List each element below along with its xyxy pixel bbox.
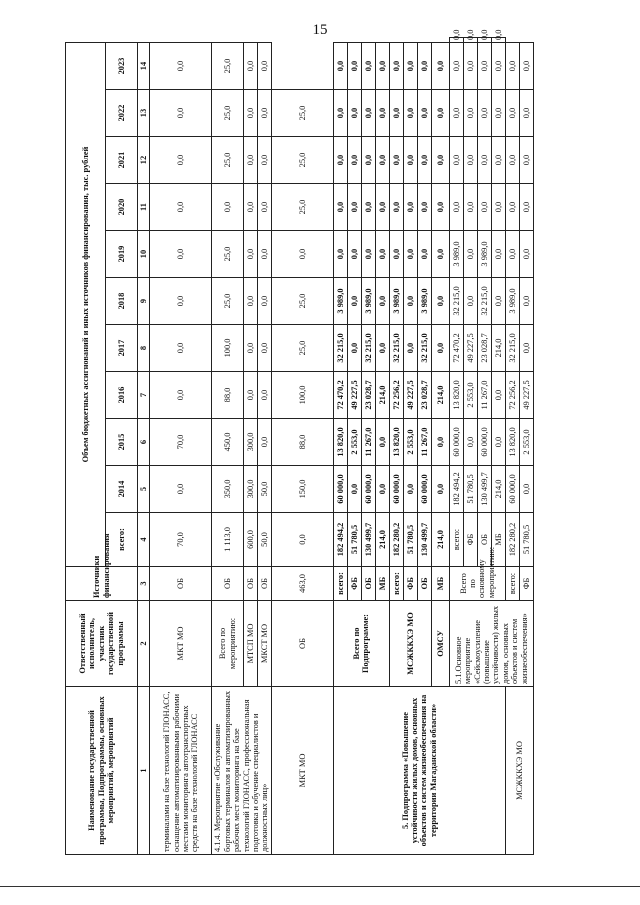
- row-value: 0,0: [505, 184, 519, 231]
- row-value: 0,0: [389, 43, 403, 90]
- row-source: ОБ: [244, 567, 258, 601]
- row-value: 1 113,0: [212, 513, 244, 567]
- row-source: всего:: [505, 567, 519, 601]
- row-value: 0,0: [347, 231, 361, 278]
- row-source: ФБ: [403, 567, 417, 601]
- row-value: 60 000,0: [477, 419, 491, 466]
- row-value: 0,0: [333, 43, 347, 90]
- row-value: 70,0: [150, 513, 212, 567]
- row-value: 0,0: [431, 278, 449, 325]
- row-value: 49 227,5: [519, 372, 533, 419]
- row-value: 25,0: [271, 90, 333, 137]
- row-value: 13 820,0: [449, 372, 463, 419]
- row-value: 0,0: [244, 372, 258, 419]
- column-number: 2: [138, 601, 150, 687]
- row-value: 0,0: [258, 325, 272, 372]
- row-responsible: МКСТ МО: [258, 601, 272, 687]
- row-value: 88,0: [271, 419, 333, 466]
- row-value: 0,0: [244, 137, 258, 184]
- row-value: 0,0: [403, 466, 417, 513]
- row-value: 0,0: [449, 90, 463, 137]
- header-year: 2021: [106, 137, 138, 184]
- row-value: 70,0: [150, 419, 212, 466]
- row-value: 0,0: [519, 231, 533, 278]
- row-value: 130 499,7: [477, 466, 491, 513]
- row-value: 72 470,2: [333, 372, 347, 419]
- row-value: 0,0: [463, 419, 477, 466]
- row-value: 214,0: [491, 325, 505, 372]
- row-value: 463,0: [271, 567, 333, 601]
- header-year: 2015: [106, 419, 138, 466]
- row-value: 50,0: [258, 513, 272, 567]
- row-value: 0,0: [417, 90, 431, 137]
- row-value: 0,0: [347, 184, 361, 231]
- table-row: [505, 38, 519, 855]
- row-value: 0,0: [463, 278, 477, 325]
- row-value: 0,0: [491, 137, 505, 184]
- row-source: всего:: [389, 567, 403, 601]
- row-value: 0,0: [403, 278, 417, 325]
- row-value: 11 267,0: [361, 419, 375, 466]
- row-value: 60 000,0: [449, 419, 463, 466]
- row-value: 49 227,5: [347, 372, 361, 419]
- row-value: 0,0: [150, 278, 212, 325]
- row-value: 13 820,0: [333, 419, 347, 466]
- row-value: 51 780,5: [463, 466, 477, 513]
- row-source: ФБ: [463, 513, 477, 567]
- row-value: 0,0: [271, 231, 333, 278]
- row-value: 0,0: [431, 466, 449, 513]
- row-value: 0,0: [375, 90, 389, 137]
- row-value: 300,0: [244, 419, 258, 466]
- row-value: 23 028,7: [417, 372, 431, 419]
- row-value: 0,0: [477, 43, 491, 90]
- row-value: 0,0: [375, 278, 389, 325]
- row-value: 25,0: [271, 137, 333, 184]
- row-value: 0,0: [519, 325, 533, 372]
- row-value: 0,0: [463, 137, 477, 184]
- header-name: Наименование государственной программы, Подпрограммы, основных мероприятий, мероприятий: [66, 687, 138, 855]
- row-responsible: Всего по Подпрограмме:: [333, 601, 389, 687]
- row-value: 0,0: [491, 184, 505, 231]
- row-value: 0,0: [375, 419, 389, 466]
- row-name: 5. Подпрограмма «Повышение устойчивости жилых домов, основных объектов и систем жизнеобеспечения на территории Магаданской области»: [333, 687, 505, 855]
- row-source: ОБ: [477, 513, 491, 567]
- column-number: 10: [138, 231, 150, 278]
- row-value: 0,0: [403, 90, 417, 137]
- row-value: 0,0: [258, 419, 272, 466]
- row-value: 0,0: [150, 137, 212, 184]
- row-value: 0,0: [258, 184, 272, 231]
- row-value: 32 215,0: [477, 278, 491, 325]
- row-value: 51 780,5: [403, 513, 417, 567]
- header-year: 2020: [106, 184, 138, 231]
- row-value: 0,0: [491, 38, 505, 43]
- row-value: 0,0: [403, 43, 417, 90]
- row-value: 0,0: [431, 90, 449, 137]
- funding-table: [65, 29, 534, 855]
- row-value: 0,0: [519, 43, 533, 90]
- row-value: 0,0: [431, 419, 449, 466]
- row-value: 88,0: [212, 372, 244, 419]
- row-value: 13 820,0: [389, 419, 403, 466]
- row-value: 0,0: [431, 231, 449, 278]
- row-responsible: МТСП МО: [244, 601, 258, 687]
- row-value: 0,0: [361, 184, 375, 231]
- row-value: 0,0: [150, 372, 212, 419]
- column-number: 5: [138, 466, 150, 513]
- table-row: [212, 38, 244, 855]
- row-value: 3 989,0: [417, 278, 431, 325]
- row-value: 25,0: [212, 137, 244, 184]
- row-value: 214,0: [375, 513, 389, 567]
- row-value: 182 494,2: [449, 466, 463, 513]
- row-value: 0,0: [347, 90, 361, 137]
- row-value: 3 989,0: [449, 231, 463, 278]
- row-value: 0,0: [505, 137, 519, 184]
- row-value: 214,0: [431, 513, 449, 567]
- row-value: 0,0: [417, 231, 431, 278]
- row-value: 0,0: [477, 90, 491, 137]
- row-value: 0,0: [347, 466, 361, 513]
- column-number: 7: [138, 372, 150, 419]
- row-value: 0,0: [244, 278, 258, 325]
- row-value: 0,0: [212, 184, 244, 231]
- row-value: 13 820,0: [505, 419, 519, 466]
- table-row: [333, 38, 347, 855]
- row-value: 0,0: [389, 90, 403, 137]
- row-value: 32 215,0: [505, 325, 519, 372]
- row-value: 0,0: [150, 90, 212, 137]
- row-source: всего:: [449, 513, 463, 567]
- header-year: 2018: [106, 278, 138, 325]
- column-number: 3: [138, 567, 150, 601]
- column-number: 11: [138, 184, 150, 231]
- column-number: 6: [138, 419, 150, 466]
- row-value: 0,0: [403, 184, 417, 231]
- row-responsible: Всего по мероприятию:: [212, 601, 244, 687]
- row-value: 0,0: [463, 43, 477, 90]
- row-value: 72 256,2: [505, 372, 519, 419]
- row-value: 150,0: [271, 466, 333, 513]
- column-number: 1: [138, 687, 150, 855]
- row-value: 100,0: [271, 372, 333, 419]
- rotated-table-container: [65, 29, 613, 855]
- row-value: 0,0: [258, 278, 272, 325]
- row-value: 0,0: [431, 184, 449, 231]
- row-value: 0,0: [361, 90, 375, 137]
- row-value: 25,0: [212, 90, 244, 137]
- row-value: 450,0: [212, 419, 244, 466]
- row-value: 49 227,5: [403, 372, 417, 419]
- row-value: 51 780,5: [347, 513, 361, 567]
- table-row: [271, 38, 333, 855]
- row-value: 0,0: [477, 38, 491, 43]
- column-number: 12: [138, 137, 150, 184]
- row-value: 3 989,0: [505, 278, 519, 325]
- row-value: 0,0: [333, 137, 347, 184]
- row-value: 60 000,0: [361, 466, 375, 513]
- header-total: всего:: [106, 513, 138, 567]
- row-value: 0,0: [347, 278, 361, 325]
- row-value: 60 000,0: [505, 466, 519, 513]
- row-source: всего:: [333, 567, 347, 601]
- row-value: 0,0: [375, 466, 389, 513]
- row-value: 0,0: [491, 278, 505, 325]
- row-value: 0,0: [347, 137, 361, 184]
- row-value: 11 267,0: [477, 372, 491, 419]
- header-responsible: Ответственный исполнитель, участник государственной программы: [66, 601, 138, 687]
- row-value: 0,0: [463, 38, 477, 43]
- row-value: 0,0: [505, 231, 519, 278]
- row-value: 0,0: [519, 184, 533, 231]
- row-value: 300,0: [244, 466, 258, 513]
- row-value: 23 028,7: [477, 325, 491, 372]
- row-value: 25,0: [212, 43, 244, 90]
- row-value: 60 000,0: [417, 466, 431, 513]
- row-value: 0,0: [258, 137, 272, 184]
- header-year: 2023: [106, 43, 138, 90]
- row-value: 0,0: [463, 184, 477, 231]
- row-value: 0,0: [417, 184, 431, 231]
- row-source: МБ: [431, 567, 449, 601]
- header-year: 2014: [106, 466, 138, 513]
- row-value: 2 553,0: [403, 419, 417, 466]
- row-value: 130 499,7: [417, 513, 431, 567]
- row-value: 72 470,2: [449, 325, 463, 372]
- row-value: 2 553,0: [347, 419, 361, 466]
- row-value: 0,0: [403, 137, 417, 184]
- row-value: 0,0: [417, 137, 431, 184]
- row-value: 0,0: [389, 184, 403, 231]
- header-year: 2016: [106, 372, 138, 419]
- row-value: 0,0: [375, 184, 389, 231]
- row-value: 0,0: [519, 90, 533, 137]
- row-value: 2 553,0: [519, 419, 533, 466]
- row-value: 0,0: [361, 231, 375, 278]
- row-value: 0,0: [258, 231, 272, 278]
- table-row: [150, 38, 212, 855]
- row-value: 0,0: [333, 231, 347, 278]
- row-value: 0,0: [244, 231, 258, 278]
- row-value: 0,0: [463, 90, 477, 137]
- row-value: 0,0: [505, 90, 519, 137]
- row-value: 11 267,0: [417, 419, 431, 466]
- row-value: 0,0: [258, 43, 272, 90]
- row-value: 0,0: [244, 184, 258, 231]
- row-value: 214,0: [375, 372, 389, 419]
- row-value: 0,0: [417, 43, 431, 90]
- row-value: 0,0: [333, 184, 347, 231]
- row-source: МБ: [491, 513, 505, 567]
- row-value: 0,0: [333, 90, 347, 137]
- row-value: 3 989,0: [361, 278, 375, 325]
- row-value: 32 215,0: [449, 278, 463, 325]
- row-value: 0,0: [477, 137, 491, 184]
- row-value: 51 780,5: [519, 513, 533, 567]
- header-year: 2022: [106, 90, 138, 137]
- row-value: 72 256,2: [389, 372, 403, 419]
- row-value: 0,0: [244, 325, 258, 372]
- row-responsible: Всего по основному мероприятию:: [449, 567, 505, 601]
- row-responsible: ОМСУ: [431, 601, 449, 687]
- row-source: ОБ: [271, 601, 333, 687]
- row-value: 0,0: [449, 137, 463, 184]
- row-value: 25,0: [271, 184, 333, 231]
- row-value: 0,0: [361, 43, 375, 90]
- row-value: 0,0: [431, 43, 449, 90]
- row-value: 600,0: [244, 513, 258, 567]
- row-value: 0,0: [150, 231, 212, 278]
- row-value: 0,0: [449, 43, 463, 90]
- column-number: 13: [138, 90, 150, 137]
- row-source: МБ: [375, 567, 389, 601]
- row-name: 4.1.4. Мероприятие «Обслуживание бортовых терминалов и автоматизированных рабочих мест мониторинга на базе технологий ГЛОНАСС, профессиональная подготовка и обучение специалистов и должностных лиц»: [212, 687, 271, 855]
- row-value: 214,0: [491, 466, 505, 513]
- row-value: 0,0: [519, 137, 533, 184]
- row-value: 0,0: [389, 231, 403, 278]
- row-value: 0,0: [431, 325, 449, 372]
- row-value: 0,0: [150, 184, 212, 231]
- row-source: ОБ: [361, 567, 375, 601]
- row-value: 0,0: [477, 184, 491, 231]
- row-responsible: МСЖККХЭ МО: [505, 687, 533, 855]
- row-value: 0,0: [150, 325, 212, 372]
- row-value: 25,0: [271, 325, 333, 372]
- row-value: 60 000,0: [389, 466, 403, 513]
- row-value: 32 215,0: [361, 325, 375, 372]
- row-value: 32 215,0: [389, 325, 403, 372]
- row-value: 0,0: [347, 325, 361, 372]
- row-value: 0,0: [403, 325, 417, 372]
- row-value: 0,0: [258, 372, 272, 419]
- header-year: 2019: [106, 231, 138, 278]
- row-value: 0,0: [491, 43, 505, 90]
- row-value: 25,0: [271, 278, 333, 325]
- row-value: 60 000,0: [333, 466, 347, 513]
- row-value: 3 989,0: [477, 231, 491, 278]
- row-value: 0,0: [491, 372, 505, 419]
- row-value: 130 499,7: [361, 513, 375, 567]
- column-number: 14: [138, 43, 150, 90]
- row-value: 49 227,5: [463, 325, 477, 372]
- header-source: Источники финансирования: [66, 567, 138, 601]
- row-value: 0,0: [375, 43, 389, 90]
- row-responsible: МКТ МО: [150, 601, 212, 687]
- row-value: 350,0: [212, 466, 244, 513]
- row-value: 0,0: [403, 231, 417, 278]
- row-name: терминалами на базе технологий ГЛОНАСС, оснащение автоматизированными рабочими местами мониторинга автотранспортных средств на базе технологий ГЛОНАСС: [150, 687, 212, 855]
- row-source: ОБ: [150, 567, 212, 601]
- column-number: 4: [138, 513, 150, 567]
- row-value: 3 989,0: [389, 278, 403, 325]
- row-value: 0,0: [491, 231, 505, 278]
- row-value: 23 028,7: [361, 372, 375, 419]
- row-value: 0,0: [271, 513, 333, 567]
- row-value: 0,0: [375, 325, 389, 372]
- row-value: 0,0: [347, 43, 361, 90]
- row-source: ФБ: [519, 567, 533, 601]
- bottom-rule: [0, 886, 640, 887]
- row-value: 0,0: [150, 43, 212, 90]
- row-value: 0,0: [361, 137, 375, 184]
- row-source: ОБ: [417, 567, 431, 601]
- row-value: 0,0: [375, 137, 389, 184]
- row-value: 0,0: [150, 466, 212, 513]
- row-value: 0,0: [491, 419, 505, 466]
- row-value: 0,0: [491, 90, 505, 137]
- row-value: 100,0: [212, 325, 244, 372]
- row-value: 50,0: [258, 466, 272, 513]
- row-value: 2 553,0: [463, 372, 477, 419]
- row-responsible: МКТ МО: [271, 687, 333, 855]
- row-name: 5.1.Основное мероприятие «Сейсмоусиление (повышение устойчивости) жилых домов, основных объектов и систем жизнеобеспечения»: [449, 601, 533, 687]
- row-source: ФБ: [347, 567, 361, 601]
- row-value: 0,0: [505, 43, 519, 90]
- row-value: 0,0: [258, 90, 272, 137]
- row-value: 25,0: [212, 278, 244, 325]
- row-value: 182 494,2: [333, 513, 347, 567]
- row-value: 0,0: [431, 137, 449, 184]
- row-value: 32 215,0: [333, 325, 347, 372]
- row-value: 0,0: [519, 278, 533, 325]
- row-source: ОБ: [212, 567, 244, 601]
- row-value: 0,0: [389, 137, 403, 184]
- column-number: 9: [138, 278, 150, 325]
- row-value: 0,0: [375, 231, 389, 278]
- row-value: 0,0: [244, 90, 258, 137]
- row-value: 182 280,2: [389, 513, 403, 567]
- row-value: 3 989,0: [333, 278, 347, 325]
- row-value: 25,0: [212, 231, 244, 278]
- row-value: 0,0: [244, 43, 258, 90]
- row-value: 0,0: [519, 466, 533, 513]
- column-number: 8: [138, 325, 150, 372]
- header-year: 2017: [106, 325, 138, 372]
- row-value: 182 280,2: [505, 513, 519, 567]
- row-value: 214,0: [431, 372, 449, 419]
- row-responsible: МСЖККХЭ МО: [389, 601, 431, 687]
- row-value: 0,0: [463, 231, 477, 278]
- row-value: 0,0: [449, 38, 463, 43]
- header-funding: Объем бюджетных ассигнований и иных источников финансирования, тыс. рублей: [66, 43, 106, 567]
- row-source: ОБ: [258, 567, 272, 601]
- row-value: 32 215,0: [417, 325, 431, 372]
- row-value: 0,0: [449, 184, 463, 231]
- page-number: 15: [312, 22, 328, 38]
